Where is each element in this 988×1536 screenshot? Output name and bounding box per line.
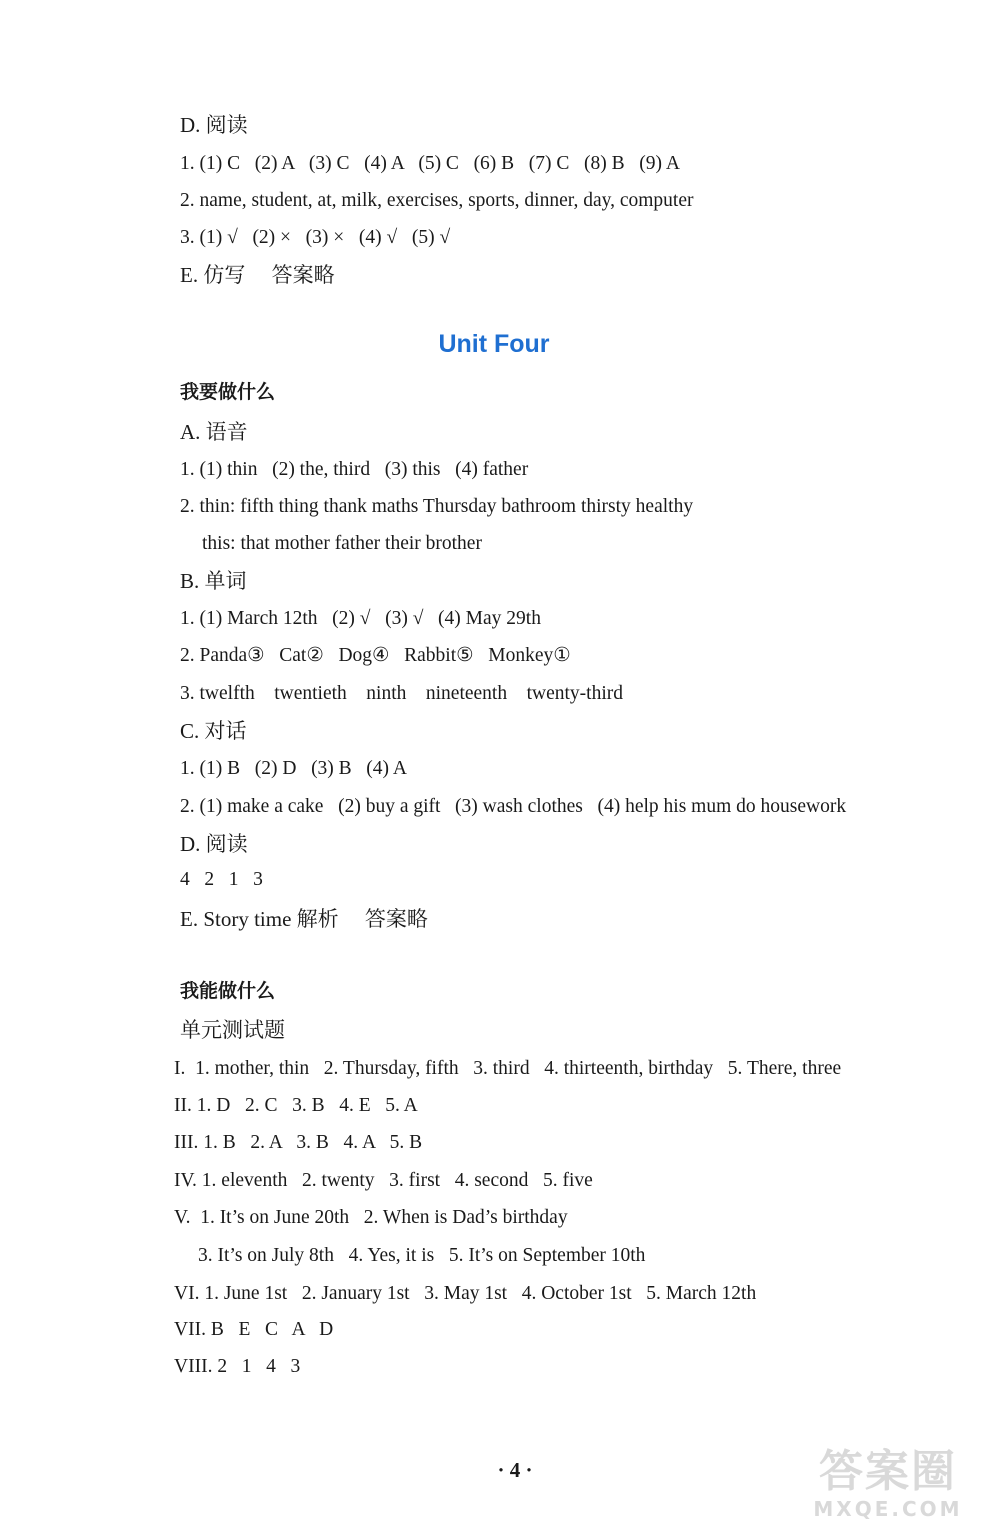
watermark-text: 答案圈 [819,1446,957,1497]
section-e-heading: E. 仿写 答案略 [180,263,335,287]
answer-line: 1. (1) thin (2) the, third (3) this (4) father [180,459,529,480]
answer-line: 3. twelfth twentieth ninth nineteenth twenty-third [180,683,623,704]
page-number: · 4 · [497,1458,533,1482]
test-answer-line: VI. 1. June 1st 2. January 1st 3. May 1st 4. October 1st 5. March 12th [174,1283,757,1304]
watermark-url: MXQE.COM [813,1497,963,1521]
answer-line: 1. (1) B (2) D (3) B (4) A [180,758,407,779]
section-c-heading: C. 对话 [180,719,247,743]
test-answer-line: I. 1. mother, thin 2. Thursday, fifth 3. third 4. thirteenth, birthday 5. There, three [174,1058,842,1079]
test-answer-line: VIII. 2 1 4 3 [174,1356,301,1377]
answer-line: this: that mother father their brother [202,533,482,554]
test-answer-line: III. 1. B 2. A 3. B 4. A 5. B [174,1132,423,1153]
test-answer-line: V. 1. It’s on June 20th 2. When is Dad’s birthday [174,1207,568,1228]
test-answer-line: II. 1. D 2. C 3. B 4. E 5. A [174,1095,418,1116]
answer-line: 3. (1) √ (2) × (3) × (4) √ (5) √ [180,227,451,248]
test-answer-line: 3. It’s on July 8th 4. Yes, it is 5. It’s on September 10th [198,1245,646,1266]
what-to-do-heading: 我要做什么 [180,382,276,403]
answer-line: 2. Panda③ Cat② Dog④ Rabbit⑤ Monkey① [180,645,571,666]
test-answer-line: IV. 1. eleventh 2. twenty 3. first 4. second 5. five [174,1170,593,1191]
section-d-heading: D. 阅读 [180,832,248,856]
unit-test-heading: 单元测试题 [180,1018,285,1042]
answer-line: 2. thin: fifth thing thank maths Thursday bathroom thirsty healthy [180,496,694,517]
section-d-heading: D. 阅读 [180,113,248,137]
answer-line: 2. name, student, at, milk, exercises, sports, dinner, day, computer [180,190,694,211]
watermark-logo [798,1446,978,1528]
section-e-heading: E. Story time 解析 答案略 [180,907,428,931]
unit-title: Unit Four [438,330,550,358]
section-a-heading: A. 语音 [180,420,248,444]
what-can-do-heading: 我能做什么 [180,981,276,1002]
answer-line: 1. (1) C (2) A (3) C (4) A (5) C (6) B (7) C (8) B (9) A [180,153,680,174]
section-b-heading: B. 单词 [180,569,247,593]
test-answer-line: VII. B E C A D [174,1319,334,1340]
answer-line: 4 2 1 3 [180,869,263,890]
answer-line: 2. (1) make a cake (2) buy a gift (3) wash clothes (4) help his mum do housework [180,796,847,817]
answer-line: 1. (1) March 12th (2) √ (3) √ (4) May 29th [180,608,541,629]
